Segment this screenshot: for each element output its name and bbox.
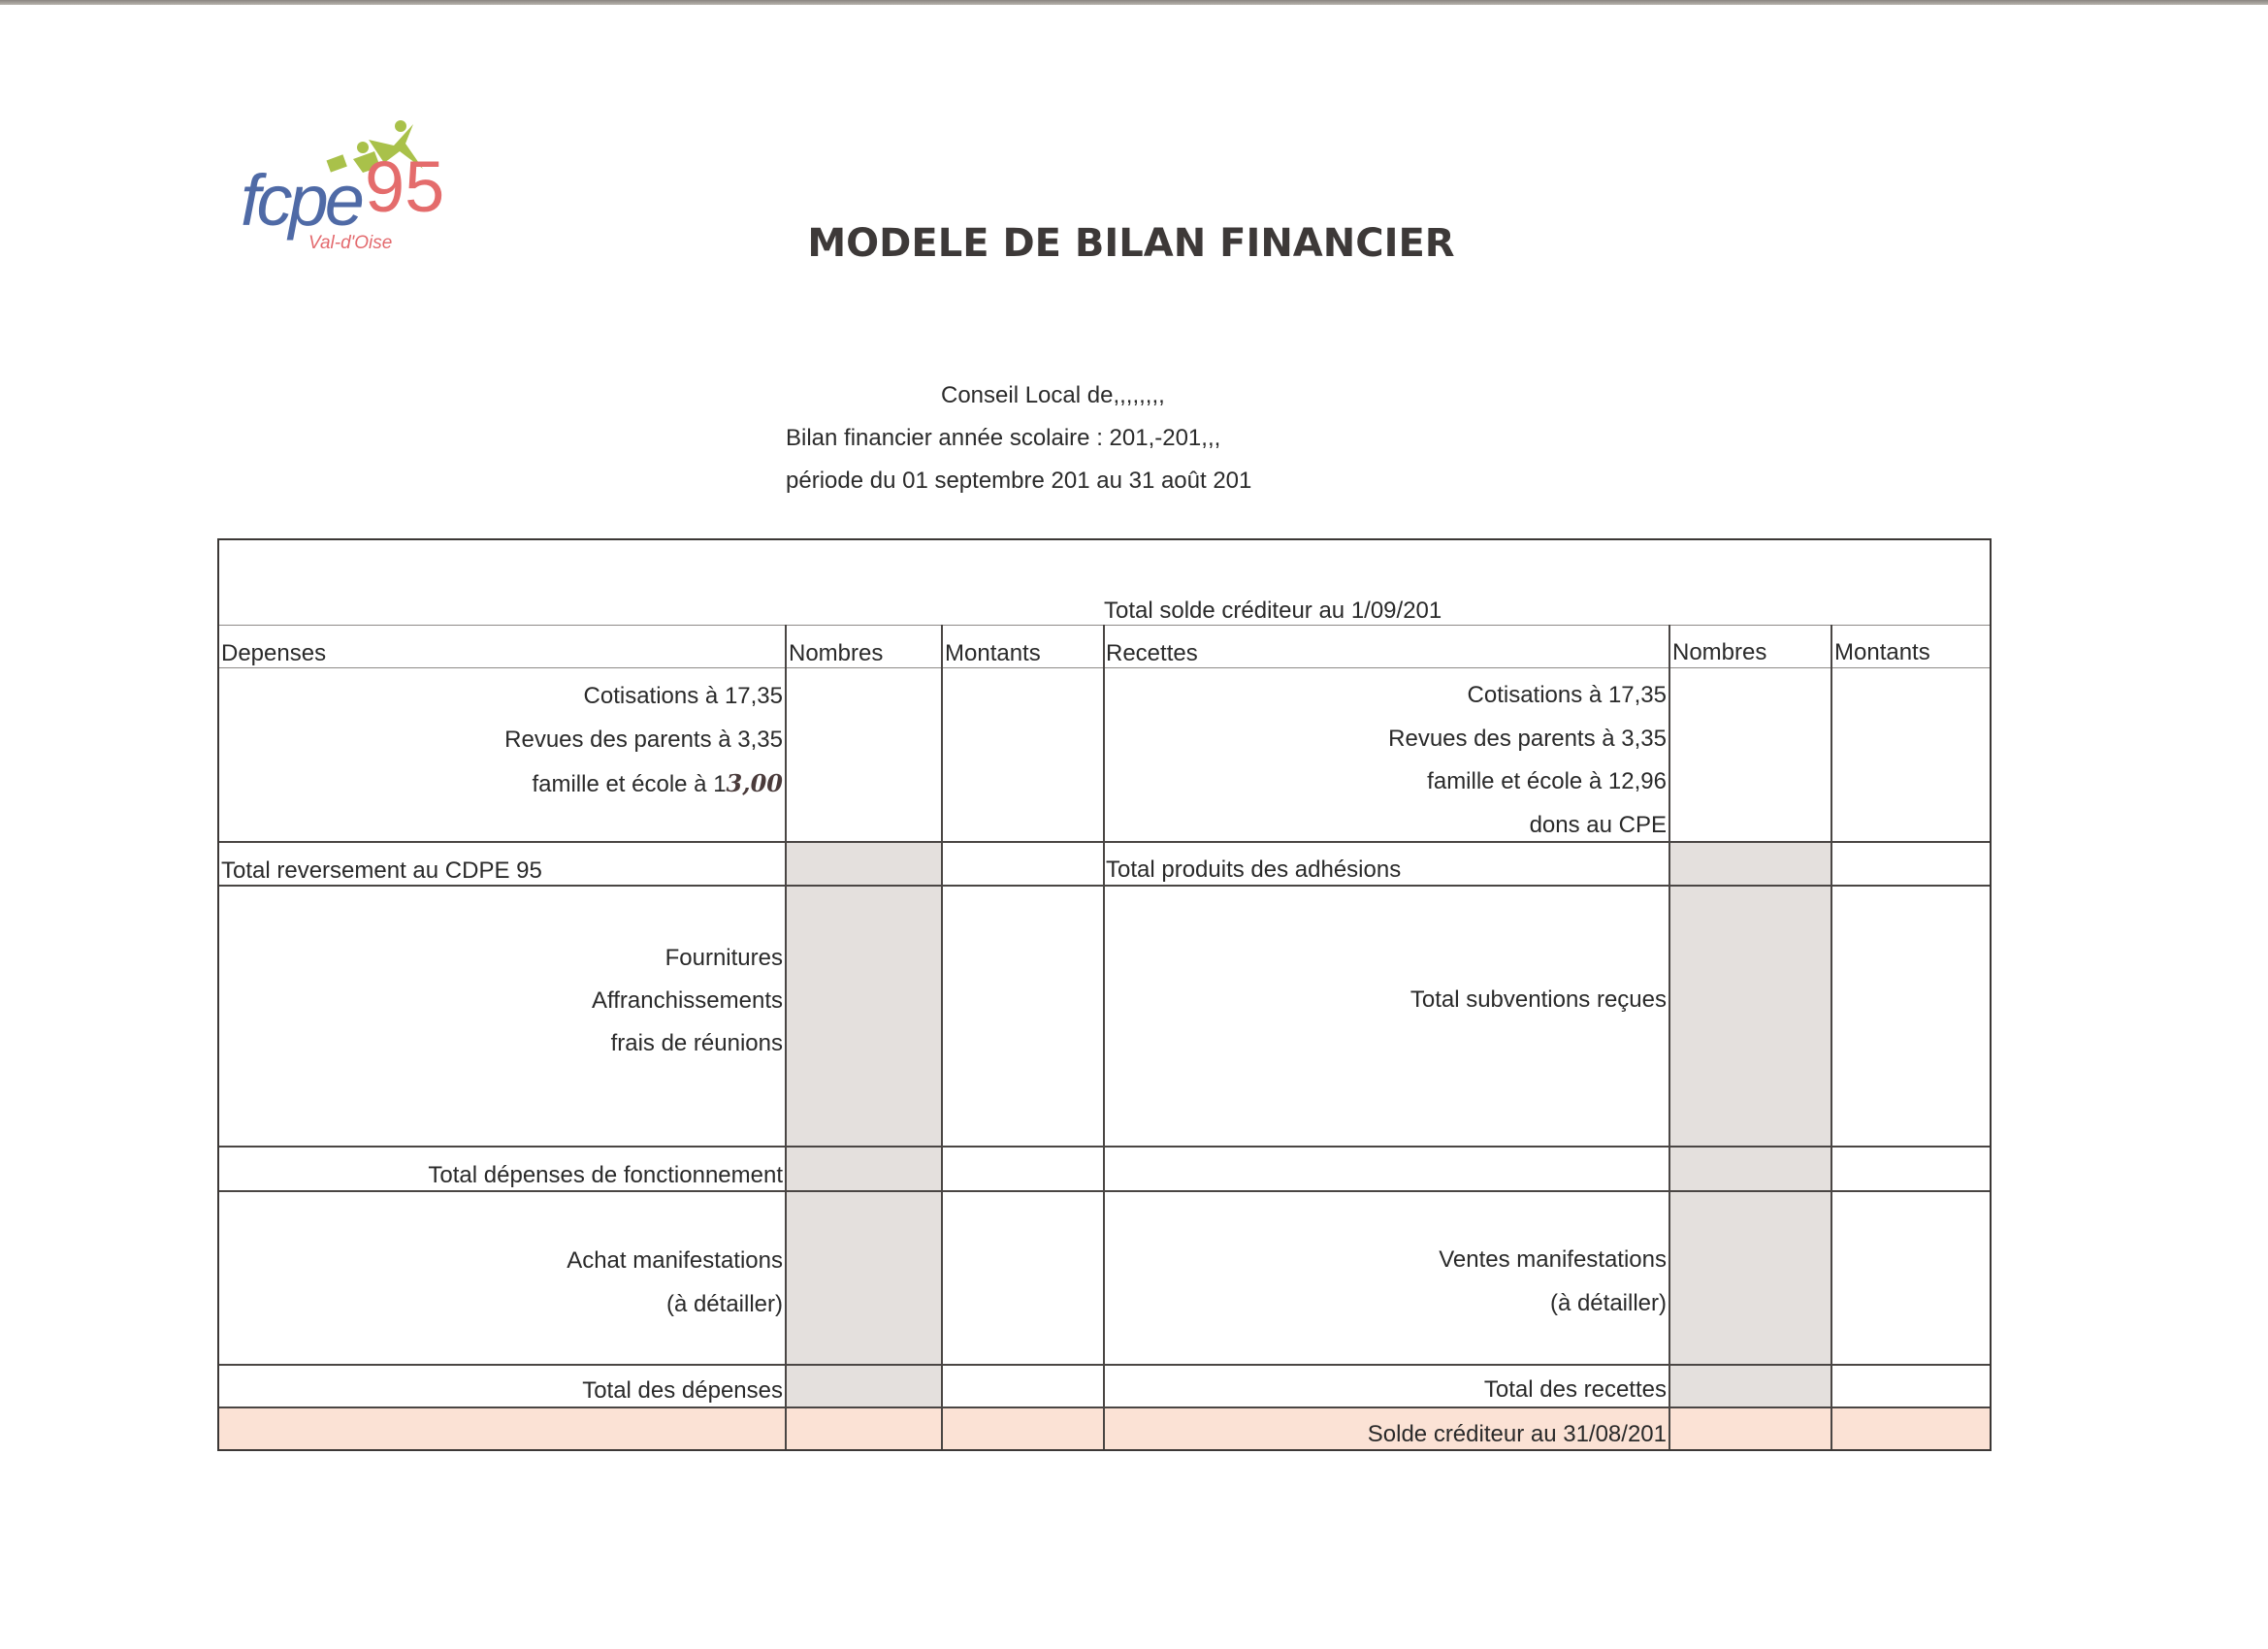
fournitures-label: Fournitures (664, 945, 783, 971)
recettes-montants-header: Montants (1834, 639, 1930, 665)
total-reversement-label: Total reversement au CDPE 95 (221, 857, 542, 884)
dep-cotisations: Cotisations à 17,35 (583, 683, 783, 709)
period-line: période du 01 septembre 201 au 31 août 201 (786, 468, 1252, 494)
logo-text-95: 95 (365, 146, 445, 227)
subventions-label: Total subventions reçues (1409, 986, 1667, 1013)
dep-revues: Revues des parents à 3,35 (504, 727, 783, 753)
ventes-detail-label: (à détailler) (1549, 1290, 1667, 1316)
logo-text-fcpe: fcpe (241, 160, 361, 241)
page-title: MODELE DE BILAN FINANCIER (807, 221, 1455, 266)
divider (1831, 625, 1832, 1449)
achat-detail-label: (à détailler) (665, 1291, 783, 1317)
financial-statement-table (217, 538, 1992, 1451)
rec-cotisations: Cotisations à 17,35 (1467, 682, 1667, 708)
total-recettes-label: Total des recettes (1483, 1376, 1667, 1403)
depenses-montants-header: Montants (945, 640, 1041, 666)
rec-dons-cpe: dons au CPE (1529, 812, 1667, 838)
divider (1669, 625, 1670, 1449)
affranchissements-label: Affranchissements (592, 987, 783, 1014)
left-nombres-shaded (787, 842, 942, 1442)
ventes-manifestations-label: Ventes manifestations (1439, 1246, 1667, 1273)
depenses-nombres-header: Nombres (789, 640, 884, 666)
scan-top-edge (0, 0, 2268, 5)
rec-revues: Revues des parents à 3,35 (1388, 726, 1667, 752)
achat-manifestations-label: Achat manifestations (567, 1247, 783, 1274)
recettes-nombres-header: Nombres (1672, 639, 1767, 665)
closing-balance-label: Solde créditeur au 31/08/201 (1367, 1421, 1667, 1447)
total-fonctionnement-label: Total dépenses de fonctionnement (428, 1162, 783, 1188)
total-adhesions-label: Total produits des adhésions (1106, 857, 1402, 883)
dep-famille-ecole: famille et école à 13,00 (532, 769, 783, 797)
divider (1103, 625, 1105, 1449)
divider (941, 625, 943, 1449)
frais-reunions-label: frais de réunions (610, 1030, 783, 1056)
logo-text-region: Val-d'Oise (308, 233, 393, 253)
right-nombres-shaded (1670, 842, 1831, 1442)
rec-famille-ecole: famille et école à 12,96 (1427, 768, 1667, 794)
school-year-line: Bilan financier année scolaire : 201,-201,,, (786, 425, 1221, 451)
recettes-header: Recettes (1106, 640, 1198, 666)
handwritten-correction: 3,00 (726, 769, 783, 797)
total-depenses-label: Total des dépenses (582, 1377, 783, 1404)
opening-balance-label: Total solde créditeur au 1/09/201 (1104, 598, 1442, 624)
depenses-header: Depenses (221, 640, 327, 666)
divider (785, 625, 787, 1449)
conseil-local-line: Conseil Local de,,,,,,,, (941, 382, 1165, 408)
